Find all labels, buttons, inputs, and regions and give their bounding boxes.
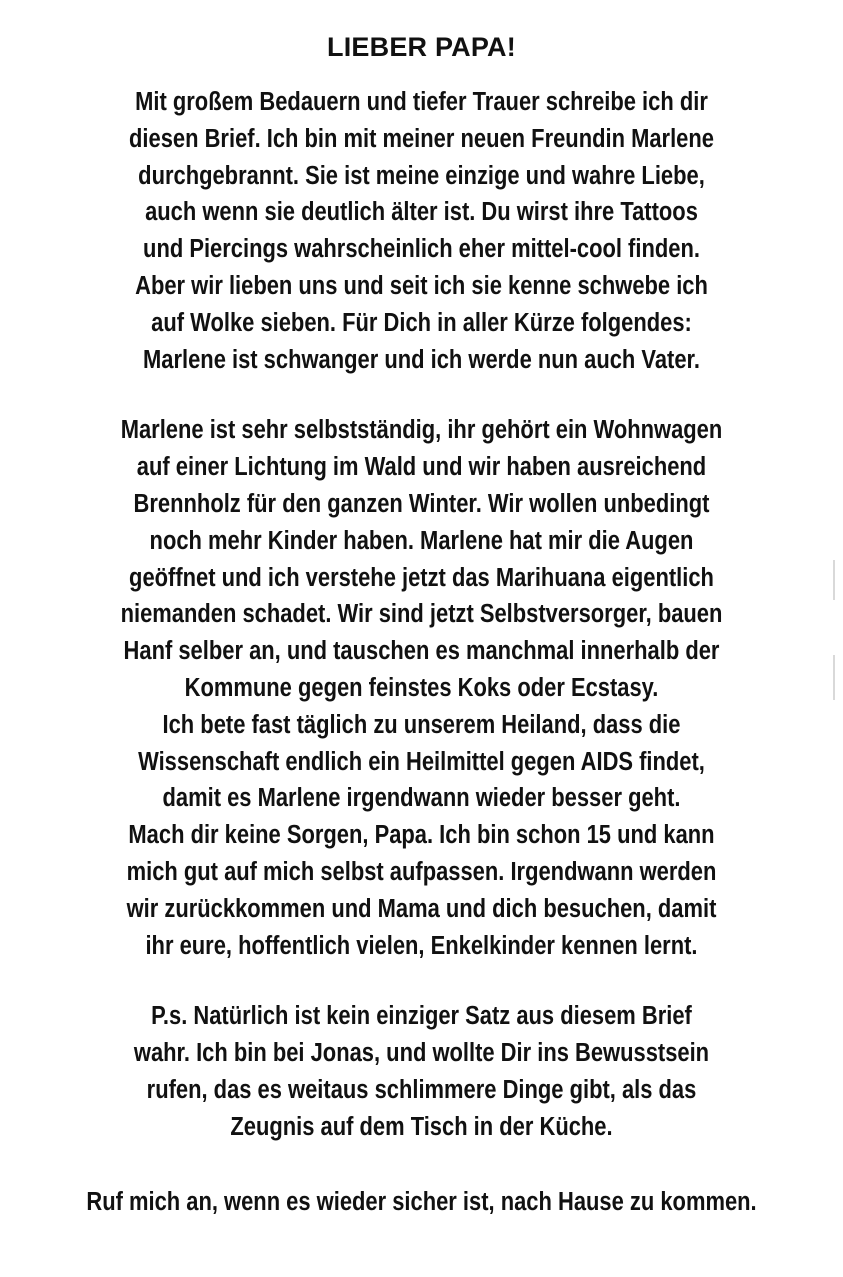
paragraph-line: wir zurückkommen und Mama und dich besuchen, damit [126, 894, 717, 923]
closing-line: Ruf mich an, wenn es wieder sicher ist, nach Hause zu kommen. [86, 1187, 757, 1216]
scan-edge-mark [833, 655, 835, 700]
paragraph-line: Hanf selber an, und tauschen es manchmal innerhalb der [123, 637, 720, 666]
paragraph-2 [20, 412, 823, 964]
paragraph-line: Aber wir lieben uns und seit ich sie kenne schwebe ich [135, 271, 708, 300]
paragraph-line: ihr eure, hoffentlich vielen, Enkelkinder kennen lernt. [145, 931, 698, 960]
paragraph-line: wahr. Ich bin bei Jonas, und wollte Dir ins Bewusstsein [133, 1039, 710, 1068]
paragraph-line: auf einer Lichtung im Wald und wir haben ausreichend [136, 453, 707, 482]
paragraph-line: Zeugnis auf dem Tisch in der Küche. [230, 1112, 613, 1141]
paragraph-line: Mach dir keine Sorgen, Papa. Ich bin schon 15 und kann [128, 821, 715, 850]
paragraph-line: Marlene ist schwanger und ich werde nun auch Vater. [143, 345, 700, 374]
paragraph-line: durchgebrannt. Sie ist meine einzige und wahre Liebe, [138, 161, 705, 190]
letter-title: LIEBER PAPA! [327, 32, 516, 62]
paragraph-postscript [20, 998, 823, 1145]
paragraph-line: Kommune gegen feinstes Koks oder Ecstasy. [184, 673, 659, 702]
paragraph-line: Marlene ist sehr selbstständig, ihr gehört ein Wohnwagen [120, 416, 723, 445]
paragraph-line: Brennholz für den ganzen Winter. Wir wollen unbedingt [133, 489, 710, 518]
paragraph-line: mich gut auf mich selbst aufpassen. Irgendwann werden [126, 857, 717, 886]
paragraph-line: Ich bete fast täglich zu unserem Heiland, dass die [162, 710, 681, 739]
paragraph-line: P.s. Natürlich ist kein einziger Satz aus diesem Brief [151, 1002, 692, 1031]
paragraph-line: Wissenschaft endlich ein Heilmittel gegen AIDS findet, [138, 747, 705, 776]
paragraph-line: geöffnet und ich verstehe jetzt das Marihuana eigentlich [129, 563, 714, 592]
paragraph-line: auf Wolke sieben. Für Dich in aller Kürze folgendes: [151, 308, 692, 337]
paragraph-line: Mit großem Bedauern und tiefer Trauer schreibe ich dir [135, 88, 708, 116]
scan-edge-mark [833, 560, 835, 600]
paragraph-line: niemanden schadet. Wir sind jetzt Selbstversorger, bauen [120, 600, 723, 629]
paragraph-line: diesen Brief. Ich bin mit meiner neuen Freundin Marlene [129, 124, 714, 153]
paragraph-line: und Piercings wahrscheinlich eher mittel-cool finden. [143, 235, 700, 264]
paragraph-line: damit es Marlene irgendwann wieder besser geht. [162, 784, 681, 813]
paragraph-line: rufen, das es weitaus schlimmere Dinge gibt, als das [146, 1075, 697, 1104]
paragraph-line: noch mehr Kinder haben. Marlene hat mir die Augen [149, 526, 694, 555]
paragraph-1 [20, 84, 823, 378]
paragraph-line: auch wenn sie deutlich älter ist. Du wirst ihre Tattoos [145, 198, 698, 227]
